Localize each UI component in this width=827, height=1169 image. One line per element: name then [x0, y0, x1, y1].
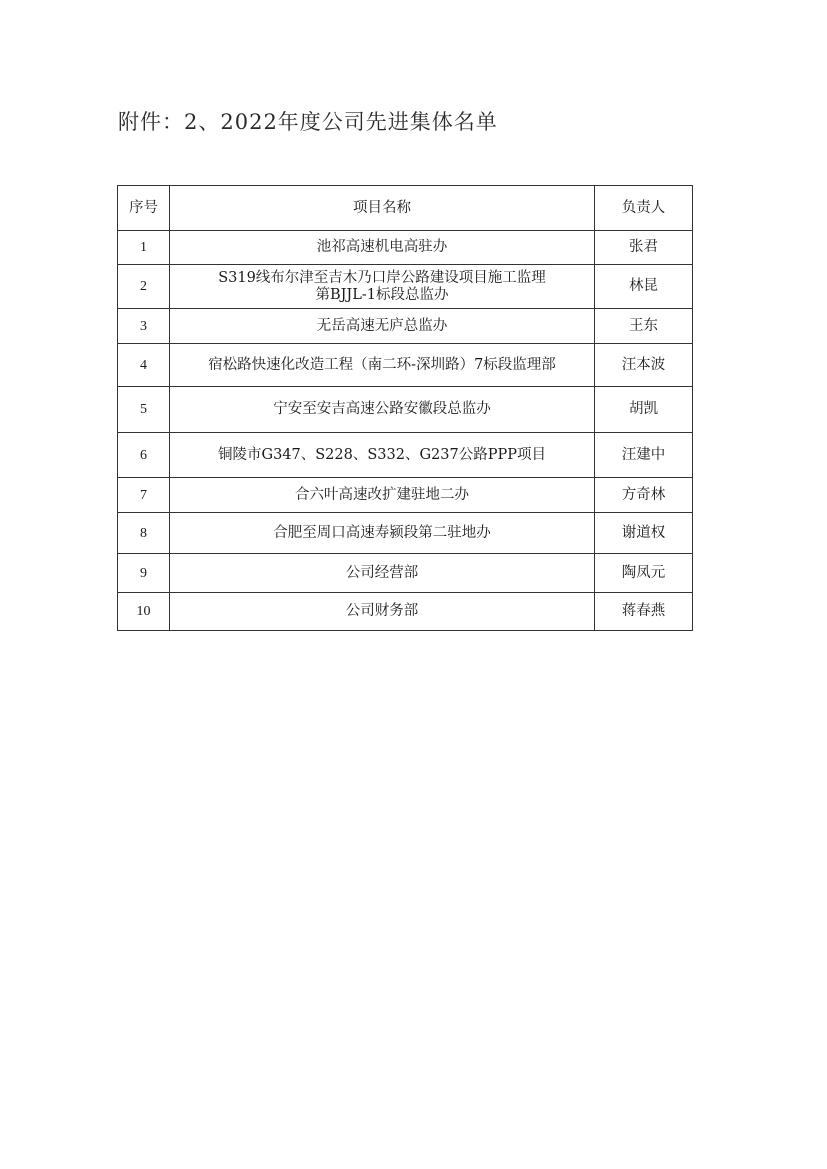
- header-leader: 负责人: [595, 186, 693, 231]
- row-project-name: S319线布尔津至吉木乃口岸公路建设项目施工监理 第BJJL-1标段总监办: [170, 265, 595, 309]
- row-project-name: 池祁高速机电高驻办: [170, 231, 595, 265]
- row-leader: 谢道权: [595, 513, 693, 554]
- row-project-name: 公司经营部: [170, 554, 595, 593]
- row-leader: 汪建中: [595, 433, 693, 478]
- table-row: [118, 554, 693, 593]
- row-leader: 陶凤元: [595, 554, 693, 593]
- row-project-name: 宿松路快速化改造工程（南二环-深圳路）7标段监理部: [170, 344, 595, 387]
- table-row: [118, 433, 693, 478]
- row-leader: 胡凯: [595, 387, 693, 433]
- table-row: [118, 387, 693, 433]
- row-project-name: 合六叶高速改扩建驻地二办: [170, 478, 595, 513]
- collective-roster-table: [117, 185, 693, 631]
- table-row: [118, 593, 693, 631]
- row-leader: 林昆: [595, 265, 693, 309]
- table-header-row: [118, 186, 693, 231]
- row-leader: 张君: [595, 231, 693, 265]
- header-index: 序号: [118, 186, 170, 231]
- row-index: 8: [118, 513, 170, 554]
- row-leader: 蒋春燕: [595, 593, 693, 631]
- row-index: 1: [118, 231, 170, 265]
- row-project-name: 公司财务部: [170, 593, 595, 631]
- table-row: [118, 309, 693, 344]
- table-row: [118, 344, 693, 387]
- page-title: 附件：2、2022年度公司先进集体名单: [118, 110, 498, 134]
- row-project-name: 铜陵市G347、S228、S332、G237公路PPP项目: [170, 433, 595, 478]
- row-index: 9: [118, 554, 170, 593]
- row-leader: 王东: [595, 309, 693, 344]
- row-index: 4: [118, 344, 170, 387]
- row-leader: 方奇林: [595, 478, 693, 513]
- row-leader: 汪本波: [595, 344, 693, 387]
- header-project-name: 项目名称: [170, 186, 595, 231]
- row-index: 2: [118, 265, 170, 309]
- row-project-name: 无岳高速无庐总监办: [170, 309, 595, 344]
- table-row: [118, 513, 693, 554]
- row-index: 10: [118, 593, 170, 631]
- row-index: 7: [118, 478, 170, 513]
- row-index: 6: [118, 433, 170, 478]
- row-project-name: 宁安至安吉高速公路安徽段总监办: [170, 387, 595, 433]
- row-index: 5: [118, 387, 170, 433]
- table-row: [118, 478, 693, 513]
- table-row: [118, 265, 693, 309]
- row-index: 3: [118, 309, 170, 344]
- table-row: [118, 231, 693, 265]
- row-project-name: 合肥至周口高速寿颍段第二驻地办: [170, 513, 595, 554]
